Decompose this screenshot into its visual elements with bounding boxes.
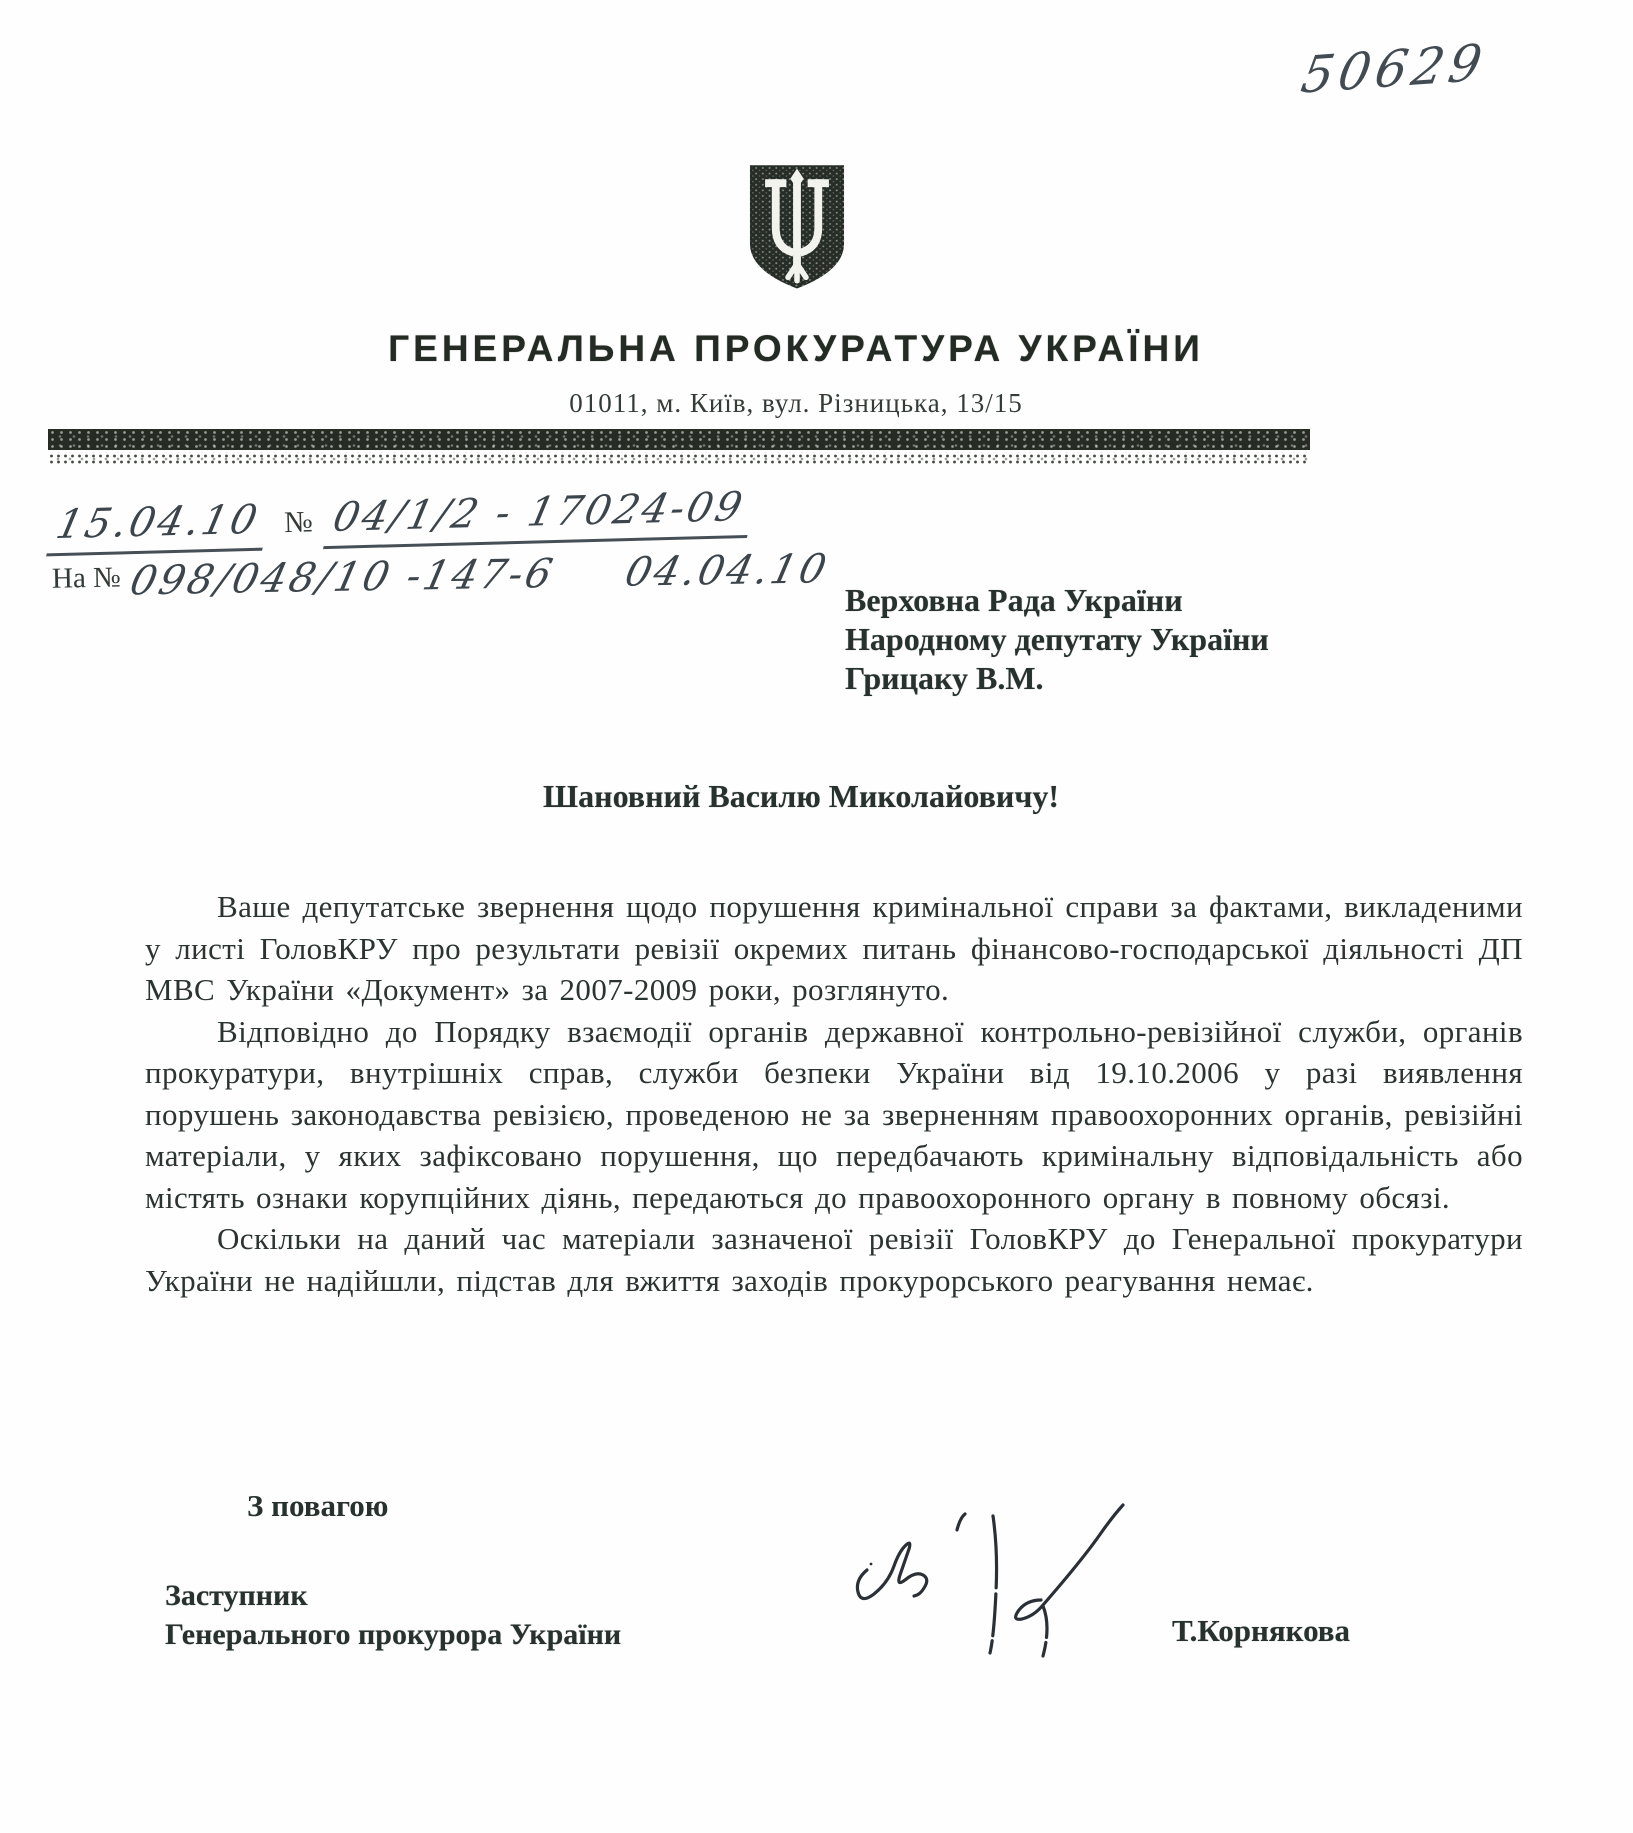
handwritten-registration-number: 50629 (1297, 33, 1492, 105)
reference-line-outgoing (51, 483, 753, 556)
reply-to-label: На № (51, 561, 122, 595)
incoming-number-handwritten: 098/048/10 -147-6 (125, 550, 560, 605)
paragraph-3: Оскільки на даний час матеріали зазначеної ревізії ГоловКРУ до Генеральної прокуратури України не надійшли, підстав для вжиття заходів прокурорського реагування немає. (145, 1221, 1523, 1298)
salutation: Шановний Василю Миколайовичу! (543, 778, 1060, 814)
decorative-separator-fuzz (48, 452, 1310, 465)
ukraine-trident-emblem-icon (741, 158, 853, 298)
recipient-line-institution: Верховна Рада України (845, 582, 1183, 618)
paragraph-1: Ваше депутатське звернення щодо порушення кримінальної справи за фактами, викладеними у листі ГоловКРУ про результати ревізії окремих питань фінансово-господарської діяльності ДП МВС України «Документ» за 2007-2009 роки, розглянуто. (145, 889, 1523, 1007)
signatory-name: Т.Корнякова (1172, 1613, 1351, 1648)
spacer (564, 586, 616, 587)
outgoing-number-handwritten: 04/1/2 - 17024-09 (323, 484, 759, 549)
reference-line-incoming (51, 545, 834, 606)
outgoing-date-handwritten: 15.04.10 (46, 496, 274, 556)
closing-phrase: З повагою (247, 1488, 389, 1523)
organization-name: ГЕНЕРАЛЬНА ПРОКУРАТУРА УКРАЇНИ (388, 328, 1204, 369)
incoming-date-handwritten: 04.04.10 (620, 546, 834, 596)
organization-address: 01011, м. Київ, вул. Різницька, 13/15 (569, 388, 1023, 418)
decorative-separator-bar (48, 429, 1310, 450)
letter-body (145, 886, 1523, 1301)
signatory-title (165, 1576, 621, 1654)
handwritten-signature (845, 1478, 1145, 1708)
signatory-title-line-2: Генерального прокурора України (165, 1618, 622, 1651)
recipient-block (845, 581, 1269, 698)
paragraph-2: Відповідно до Порядку взаємодії органів державної контрольно-ревізійної служби, органів прокуратури, внутрішніх справ, служби безпеки України від 19.10.2006 у разі виявлення порушень законодавства ревізією, проведеною не за зверненням правоохоронних органів, ревізійні матеріали, у яких зафіксовано порушення, що передбачають кримінальну відповідальність або містять ознаки корупційних діянь, передаються до правоохоронного органу в повному обсязі. (145, 1013, 1523, 1215)
number-sign: № (283, 505, 314, 540)
recipient-line-position: Народному депутату України (845, 621, 1269, 657)
recipient-line-name: Грицаку В.М. (845, 660, 1044, 696)
signatory-title-line-1: Заступник (165, 1579, 308, 1612)
